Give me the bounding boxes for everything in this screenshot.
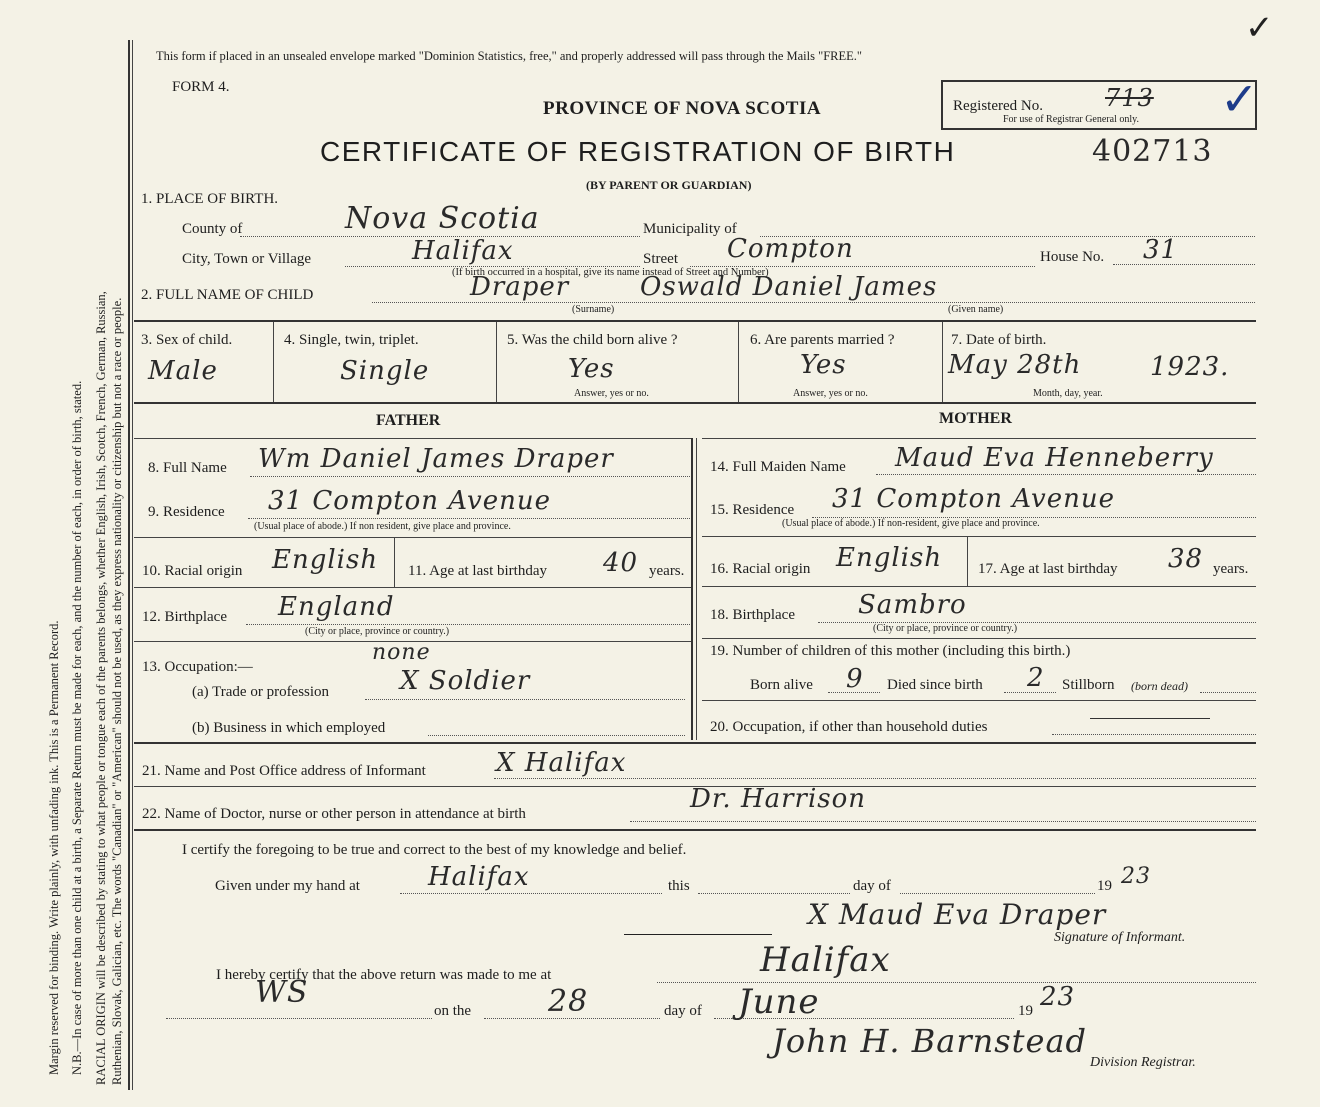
registrar-initials: WS bbox=[255, 975, 309, 1010]
margin-note-4: Ruthenian, Slovak, Galician, etc. The words "Canadian" or "American" should not be used, as they express nationality or citizenship but not a race or people. bbox=[110, 297, 124, 1085]
certificate-number: 402713 bbox=[1092, 134, 1213, 169]
given-name-note: (Given name) bbox=[948, 304, 1004, 315]
registrar-month-value: June bbox=[738, 982, 820, 1022]
born-alive-count-label: Born alive bbox=[750, 677, 813, 693]
father-race-value: English bbox=[272, 545, 379, 575]
dob-label: 7. Date of birth. bbox=[951, 332, 1047, 348]
day-of-label: day of bbox=[853, 878, 891, 894]
mother-occupation-label: 20. Occupation, if other than household duties bbox=[710, 719, 988, 735]
informant-signature: X Maud Eva Draper bbox=[808, 898, 1107, 931]
dob-year: 1923. bbox=[1150, 352, 1230, 382]
died-since-birth-value: 2 bbox=[1027, 663, 1045, 693]
registrar-signature: John H. Barnstead bbox=[772, 1022, 1088, 1060]
plurality-value: Single bbox=[340, 356, 430, 386]
sex-value: Male bbox=[148, 356, 218, 386]
father-heading: FATHER bbox=[376, 412, 441, 429]
born-alive-value: Yes bbox=[568, 354, 615, 384]
parents-married-value: Yes bbox=[800, 350, 847, 380]
mother-age-label: 17. Age at last birthday bbox=[978, 561, 1118, 577]
registrar-year-prefix: 19 bbox=[1018, 1003, 1033, 1019]
father-name-label: 8. Full Name bbox=[148, 460, 227, 476]
father-birthplace-note: (City or place, province or country.) bbox=[305, 626, 450, 637]
mother-heading: MOTHER bbox=[939, 410, 1012, 427]
this-label: this bbox=[668, 878, 690, 894]
informant-label: 21. Name and Post Office address of Informant bbox=[142, 763, 426, 779]
mother-birthplace-note: (City or place, province or country.) bbox=[873, 623, 1018, 634]
stillborn-label: Stillborn bbox=[1062, 677, 1115, 693]
father-age-unit: years. bbox=[649, 563, 685, 579]
mother-birthplace-label: 18. Birthplace bbox=[710, 607, 795, 623]
house-number-label: House No. bbox=[1040, 249, 1105, 265]
city-label: City, Town or Village bbox=[182, 251, 312, 267]
mother-birthplace-value: Sambro bbox=[858, 590, 967, 620]
registrar-note: For use of Registrar General only. bbox=[1003, 114, 1139, 125]
father-occupation-extra: none bbox=[372, 640, 431, 665]
child-given-name: Oswald Daniel James bbox=[640, 272, 938, 302]
children-count-label: 19. Number of children of this mother (including this birth.) bbox=[710, 643, 1071, 659]
county-label: County of bbox=[182, 221, 243, 237]
registrar-year-value: 23 bbox=[1040, 982, 1076, 1012]
dob-value: May 28th bbox=[948, 350, 1082, 380]
mother-age-value: 38 bbox=[1168, 544, 1204, 574]
father-birthplace-label: 12. Birthplace bbox=[142, 609, 227, 625]
father-occupation-label: 13. Occupation:— bbox=[142, 659, 253, 675]
doctor-value: Dr. Harrison bbox=[690, 784, 867, 814]
margin-note-2: N.B.—In case of more than one child at a birth, a Separate Return must be made for each, and the number of each, in order of birth, stated. bbox=[70, 380, 84, 1075]
corner-check-icon: ✓ bbox=[1245, 10, 1274, 47]
born-alive-label: 5. Was the child born alive ? bbox=[507, 332, 678, 348]
given-place-value: Halifax bbox=[428, 862, 530, 892]
mother-name-label: 14. Full Maiden Name bbox=[710, 459, 846, 475]
province-title: PROVINCE OF NOVA SCOTIA bbox=[543, 98, 822, 119]
binding-margin-line-2 bbox=[132, 40, 133, 1090]
dob-note: Month, day, year. bbox=[1033, 388, 1103, 399]
mother-residence-label: 15. Residence bbox=[710, 502, 795, 518]
given-under-hand-label: Given under my hand at bbox=[215, 878, 360, 894]
father-trade-value: X Soldier bbox=[400, 666, 531, 696]
doctor-label: 22. Name of Doctor, nurse or other person in attendance at birth bbox=[142, 806, 526, 822]
certificate-subtitle: (BY PARENT OR GUARDIAN) bbox=[586, 178, 752, 192]
mother-age-unit: years. bbox=[1213, 561, 1249, 577]
father-name-value: Wm Daniel James Draper bbox=[258, 444, 614, 474]
form-number: FORM 4. bbox=[172, 79, 230, 95]
parents-married-note: Answer, yes or no. bbox=[793, 388, 868, 399]
registered-box bbox=[941, 80, 1257, 130]
child-name-label: 2. FULL NAME OF CHILD bbox=[141, 287, 314, 303]
died-since-birth-label: Died since birth bbox=[887, 677, 983, 693]
place-of-birth-label: 1. PLACE OF BIRTH. bbox=[141, 191, 279, 207]
father-residence-value: 31 Compton Avenue bbox=[268, 486, 551, 516]
street-value: Compton bbox=[727, 234, 854, 264]
mother-race-label: 16. Racial origin bbox=[710, 561, 811, 577]
registrar-place-value: Halifax bbox=[760, 940, 891, 980]
father-trade-label: (a) Trade or profession bbox=[192, 684, 330, 700]
hospital-note: (If birth occurred in a hospital, give its name instead of Street and Number) bbox=[452, 267, 769, 278]
father-residence-label: 9. Residence bbox=[148, 504, 225, 520]
father-race-label: 10. Racial origin bbox=[142, 563, 243, 579]
house-number-value: 31 bbox=[1143, 235, 1179, 265]
binding-margin-line bbox=[128, 40, 130, 1090]
certificate-title: CERTIFICATE OF REGISTRATION OF BIRTH bbox=[320, 136, 956, 167]
registrar-day-value: 28 bbox=[548, 984, 589, 1019]
day-of-label-2: day of bbox=[664, 1003, 702, 1019]
registrar-signature-label: Division Registrar. bbox=[1090, 1055, 1196, 1070]
certify-year-value: 23 bbox=[1121, 864, 1151, 889]
mother-race-value: English bbox=[836, 543, 943, 573]
registered-label: Registered No. bbox=[953, 98, 1043, 114]
municipality-label: Municipality of bbox=[643, 221, 737, 237]
father-residence-note: (Usual place of abode.) If non resident, give place and province. bbox=[254, 521, 511, 532]
father-business-label: (b) Business in which employed bbox=[192, 720, 386, 736]
street-label: Street bbox=[643, 251, 678, 267]
on-the-label: on the bbox=[434, 1003, 472, 1019]
stillborn-note: (born dead) bbox=[1131, 679, 1188, 693]
plurality-label: 4. Single, twin, triplet. bbox=[284, 332, 419, 348]
mother-name-value: Maud Eva Henneberry bbox=[895, 443, 1214, 473]
sex-label: 3. Sex of child. bbox=[141, 332, 233, 348]
check-mark-icon: ✓ bbox=[1220, 74, 1259, 125]
father-age-value: 40 bbox=[603, 548, 639, 578]
born-alive-note: Answer, yes or no. bbox=[574, 388, 649, 399]
margin-note-1: Margin reserved for binding. Write plainly, with unfading ink. This is a Permanent Record. bbox=[47, 620, 61, 1075]
registered-number: 713 bbox=[1105, 84, 1154, 112]
parents-married-label: 6. Are parents married ? bbox=[750, 332, 895, 348]
surname-note: (Surname) bbox=[572, 304, 615, 315]
child-surname: Draper bbox=[470, 272, 570, 302]
mother-residence-note: (Usual place of abode.) If non-resident, give place and province. bbox=[782, 518, 1040, 529]
margin-note-3: RACIAL ORIGIN will be described by stating to what people or tongue each of the parents belongs, whether English, Irish, Scotch, French, German, Russian, bbox=[94, 291, 108, 1085]
certify-year-prefix: 19 bbox=[1097, 878, 1112, 894]
registrar-certify-statement: I hereby certify that the above return was made to me at bbox=[216, 967, 552, 983]
informant-signature-label: Signature of Informant. bbox=[1054, 930, 1186, 945]
mother-residence-value: 31 Compton Avenue bbox=[832, 484, 1115, 514]
father-birthplace-value: England bbox=[278, 592, 395, 622]
county-value: Nova Scotia bbox=[345, 201, 540, 236]
father-age-label: 11. Age at last birthday bbox=[408, 563, 547, 579]
informant-value: X Halifax bbox=[496, 748, 627, 778]
mail-notice: This form if placed in an unsealed envelope marked "Dominion Statistics, free," and properly addressed will pass through the Mails "FREE." bbox=[156, 49, 863, 63]
certify-statement: I certify the foregoing to be true and correct to the best of my knowledge and belief. bbox=[182, 842, 687, 858]
city-value: Halifax bbox=[412, 236, 514, 266]
born-alive-count-value: 9 bbox=[846, 664, 864, 694]
